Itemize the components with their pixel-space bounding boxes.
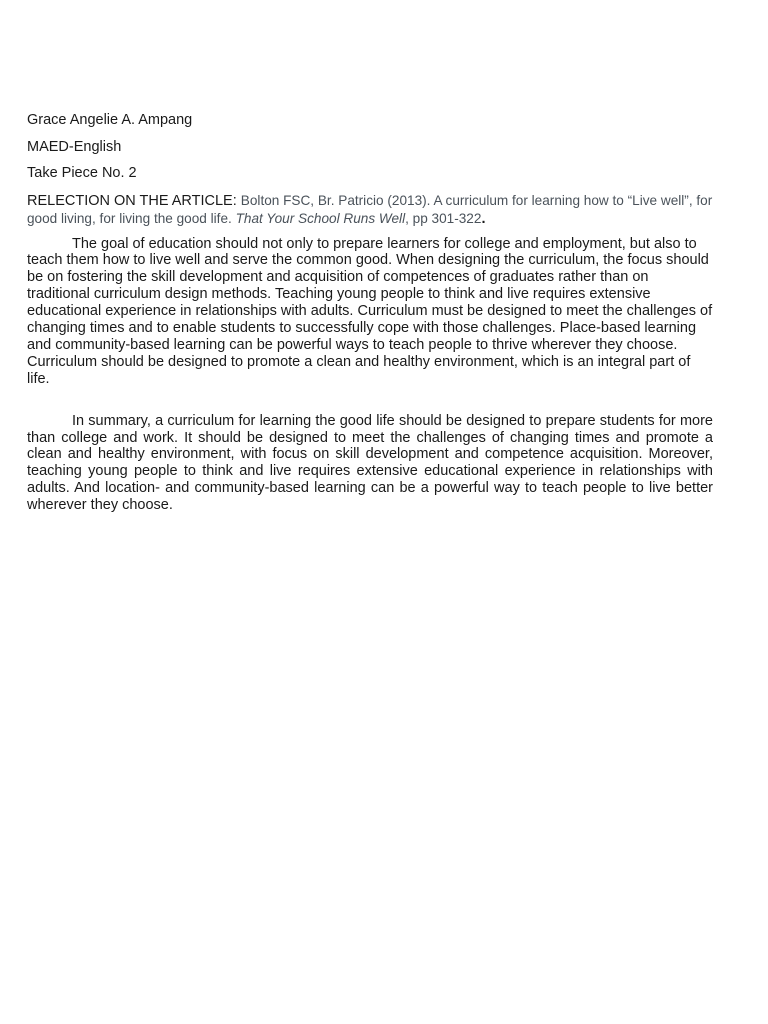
body-paragraph-2: In summary, a curriculum for learning the good life should be designed to prepare students for more than college and work. It should be designed to meet the challenges of changing times and promote a clean and healthy environment, with focus on skill development and competence acquisition. Moreover, teaching young people to think and live requires extensive educational experience in relationships with adults. And location- and community-based learning can be a powerful way to teach people to live better wherever they choose. <box>27 412 713 514</box>
assignment-title: Take Piece No. 2 <box>27 165 137 181</box>
author-name: Grace Angelie A. Ampang <box>27 112 193 128</box>
citation-end-period: . <box>481 210 486 227</box>
reflection-heading <box>27 192 713 228</box>
citation-text: Bolton FSC, Br. Patricio (2013). A curriculum for learning how to “Live well”, for good living, for living the good life. <box>27 192 713 226</box>
document-page <box>27 112 713 514</box>
body-paragraph-1: The goal of education should not only to prepare learners for college and employment, but also to teach them how to live well and serve the common good. When designing the curriculum, the focus should be on fostering the skill development and acquisition of competences of graduates rather than on traditional curriculum design methods. Teaching young people to think and live requires extensive educational experience in relationships with adults. Curriculum must be designed to meet the challenges of changing times and to enable students to successfully cope with those challenges. Place-based learning and community-based learning can be powerful ways to teach people to thrive wherever they choose. Curriculum should be designed to promote a clean and healthy environment, which is an integral part of life. <box>27 235 713 387</box>
paragraph-spacer <box>27 388 713 413</box>
program-name: MAED-English <box>27 138 122 155</box>
source-title: That Your School Runs Well <box>235 210 406 226</box>
reflection-label: RELECTION ON THE ARTICLE: <box>27 192 241 209</box>
citation-pages: , pp 301-322 <box>405 210 482 226</box>
